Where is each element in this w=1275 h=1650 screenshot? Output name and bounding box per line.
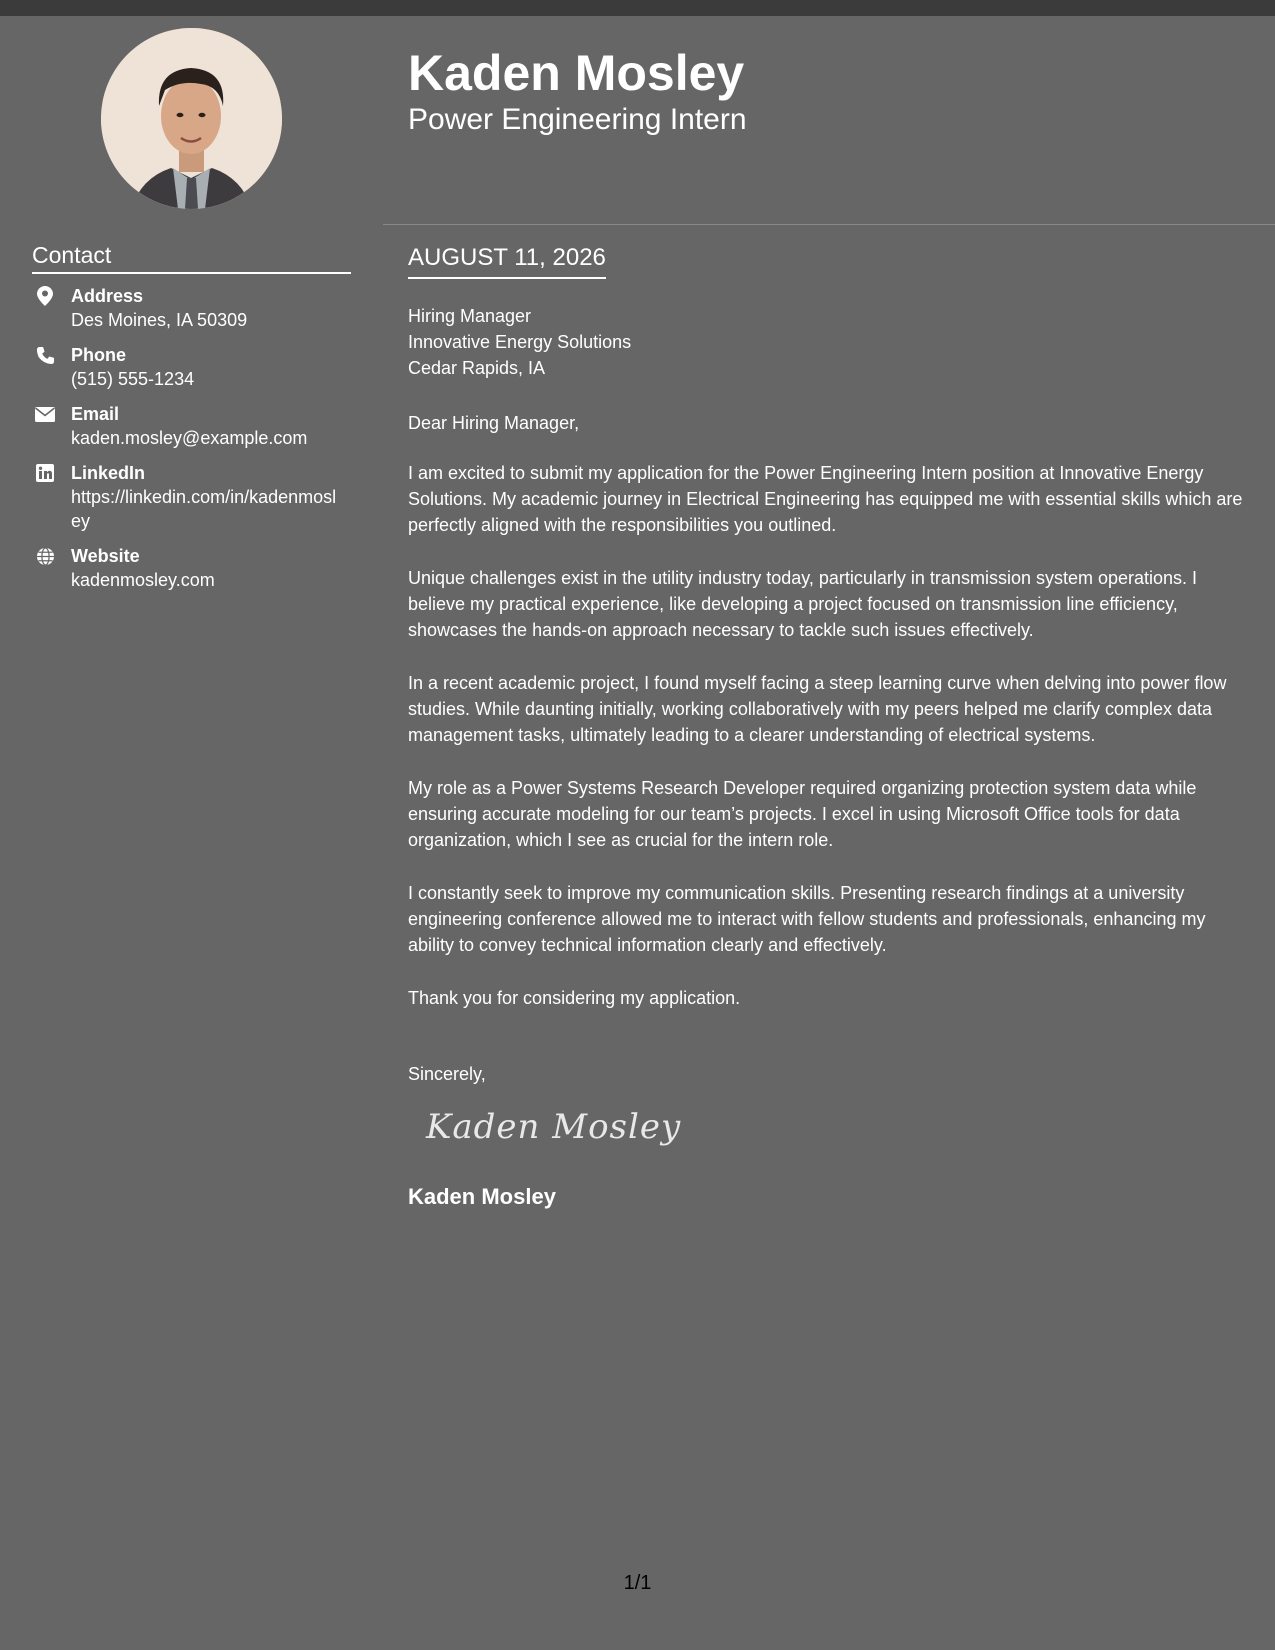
contact-item-address xyxy=(32,284,362,332)
contact-item-email xyxy=(32,402,362,450)
map-pin-icon xyxy=(35,286,55,306)
letter-paragraph: In a recent academic project, I found myself facing a steep learning curve when delving into power flow studies. While daunting initially, working collaboratively with my peers helped me clarify complex data management tasks, ultimately leading to a clearer understanding of electrical systems. xyxy=(408,673,1227,745)
contact-item-website xyxy=(32,544,362,592)
letter-paragraph: I am excited to submit my application for the Power Engineering Intern position at Innovative Energy Solutions. My academic journey in Electrical Engineering has equipped me with essential skills which are perfectly aligned with the responsibilities you outlined. xyxy=(408,463,1243,535)
contact-label: Phone xyxy=(71,345,127,365)
letter-paragraph: Thank you for considering my application. xyxy=(408,988,741,1008)
contact-label: Website xyxy=(71,546,140,566)
applicant-role: Power Engineering Intern xyxy=(408,103,747,136)
contact-value: (515) 555-1234 xyxy=(71,369,195,389)
contact-value[interactable]: https://linkedin.com/in/kadenmosley xyxy=(71,487,337,531)
header-divider xyxy=(383,224,1275,225)
globe-icon xyxy=(35,546,55,566)
contact-label: LinkedIn xyxy=(71,463,146,483)
applicant-name: Kaden Mosley xyxy=(408,45,745,101)
contact-item-linkedin xyxy=(32,461,362,533)
letter-paragraph: Unique challenges exist in the utility industry today, particularly in transmission system operations. I believe my practical experience, like developing a project focused on transmission line efficiency, showcases the hands-on approach necessary to tackle such issues effectively. xyxy=(408,568,1198,640)
contact-value: kaden.mosley@example.com xyxy=(71,428,308,448)
recipient-block xyxy=(408,303,1253,381)
letter-date: AUGUST 11, 2026 xyxy=(408,244,606,279)
letter-body xyxy=(408,303,1253,1210)
linkedin-icon xyxy=(35,463,55,483)
recipient-line: Innovative Energy Solutions xyxy=(408,332,632,352)
profile-photo xyxy=(101,28,282,209)
recipient-line: Hiring Manager xyxy=(408,306,532,326)
contact-label: Address xyxy=(71,286,144,306)
contact-value: Des Moines, IA 50309 xyxy=(71,310,248,330)
recipient-line: Cedar Rapids, IA xyxy=(408,358,546,378)
cover-letter-page xyxy=(0,16,1275,1650)
contact-value[interactable]: kadenmosley.com xyxy=(71,570,215,590)
salutation: Dear Hiring Manager, xyxy=(408,413,580,433)
page-number: 1/1 xyxy=(623,1572,652,1594)
contact-label: Email xyxy=(71,404,120,424)
top-bar xyxy=(0,0,1275,16)
contact-heading: Contact xyxy=(32,242,351,274)
letter-paragraph: I constantly seek to improve my communication skills. Presenting research findings at a university engineering conference allowed me to interact with fellow students and professionals, enhancing my ability to convey technical information clearly and effectively. xyxy=(408,883,1206,955)
handwritten-signature: Kaden Mosley xyxy=(426,1107,682,1147)
signer-name: Kaden Mosley xyxy=(408,1184,556,1209)
contact-item-phone xyxy=(32,343,362,391)
contact-list xyxy=(32,284,362,603)
phone-icon xyxy=(35,345,55,365)
closing: Sincerely, xyxy=(408,1064,486,1084)
envelope-icon xyxy=(35,404,55,424)
letter-paragraph: My role as a Power Systems Research Developer required organizing protection system data while ensuring accurate modeling for our team’s projects. I excel in using Microsoft Office tools for data organization, which I see as crucial for the intern role. xyxy=(408,778,1197,850)
